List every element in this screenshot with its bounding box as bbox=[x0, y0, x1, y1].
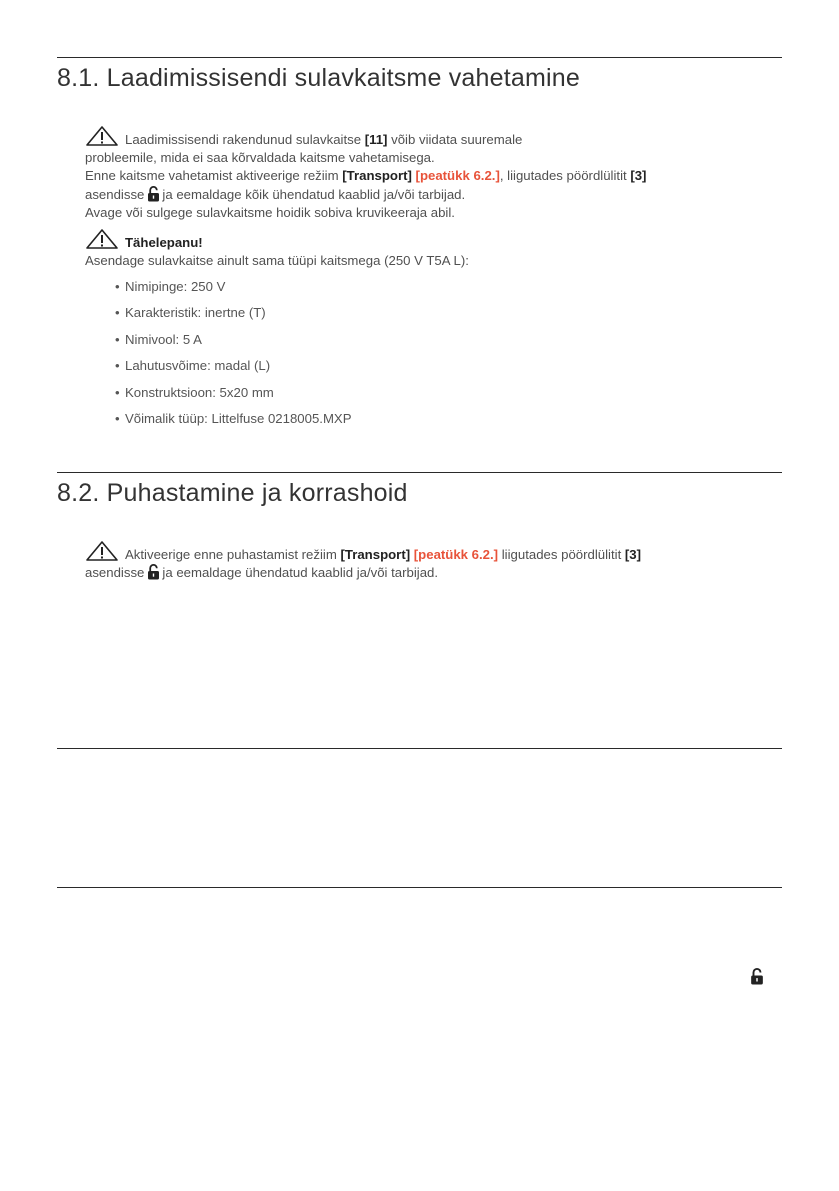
warning-triangle-icon bbox=[85, 125, 119, 147]
warning-text: Laadimissisendi rakendunud sulavkaitse bbox=[125, 132, 365, 147]
warning-block-fuse bbox=[85, 125, 775, 222]
warning-line-4 bbox=[85, 186, 775, 204]
warning-block-cleaning bbox=[85, 540, 775, 582]
attention-text: Asendage sulavkaitse ainult sama tüüpi kaitsmega (250 V T5A L): bbox=[85, 253, 469, 269]
warning-line-1 bbox=[85, 125, 775, 149]
warning-text: võib viidata suuremale bbox=[387, 132, 523, 147]
warning-line-2 bbox=[85, 564, 775, 582]
section-divider bbox=[57, 887, 782, 888]
warning-text: ja eemaldage kõik ühendatud kaablid ja/või tarbijad. bbox=[162, 186, 466, 202]
chapter-reference-link[interactable]: [peatükk 6.2.] bbox=[413, 547, 499, 562]
warning-text: Enne kaitsme vahetamist aktiveerige režiim bbox=[85, 168, 343, 184]
warning-text: ja eemaldage ühendatud kaablid ja/või tarbijad. bbox=[162, 565, 439, 581]
transport-mode-label: [Transport] bbox=[342, 168, 412, 184]
list-item: • Nimivool: 5 A bbox=[115, 331, 352, 357]
list-item: • Nimipinge: 250 V bbox=[115, 278, 352, 304]
list-item: • Lahutusvõime: madal (L) bbox=[115, 357, 352, 383]
list-item: • Võimalik tüüp: Littelfuse 0218005.MXP bbox=[115, 410, 352, 436]
warning-line-1 bbox=[85, 540, 775, 564]
warning-line-5: Avage või sulgege sulavkaitsme hoidik sobiva kruvikeeraja abil. bbox=[85, 204, 455, 220]
warning-triangle-icon bbox=[85, 540, 119, 562]
transport-mode-label: [Transport] bbox=[340, 547, 411, 562]
warning-text: , liigutades pöördlülitit bbox=[499, 168, 631, 184]
chapter-reference-link[interactable]: [peatükk 6.2.] bbox=[415, 168, 500, 184]
section-divider bbox=[57, 748, 782, 749]
warning-line-2: probleemile, mida ei saa kõrvaldada kaitsme vahetamisega. bbox=[85, 150, 435, 166]
component-ref-3: [3] bbox=[630, 168, 647, 184]
attention-heading bbox=[85, 228, 775, 252]
attention-title: Tähelepanu! bbox=[125, 235, 203, 250]
list-item: • Karakteristik: inertne (T) bbox=[115, 304, 352, 330]
warning-text: asendisse bbox=[85, 186, 145, 202]
unlocked-padlock-icon bbox=[750, 968, 764, 985]
warning-text: Aktiveerige enne puhastamist režiim bbox=[125, 547, 341, 562]
component-ref-11: [11] bbox=[364, 132, 388, 147]
section-title-8-1: 8.1. Laadimissisendi sulavkaitsme vahetamine bbox=[57, 64, 580, 92]
section-divider bbox=[57, 472, 782, 473]
warning-triangle-icon bbox=[85, 228, 119, 250]
warning-text: liigutades pöördlülitit bbox=[498, 547, 625, 562]
warning-text: asendisse bbox=[85, 565, 145, 581]
unlocked-padlock-icon bbox=[147, 186, 160, 202]
section-divider bbox=[57, 57, 782, 58]
section-title-8-2: 8.2. Puhastamine ja korrashoid bbox=[57, 479, 408, 507]
warning-line-3 bbox=[85, 167, 775, 185]
fuse-spec-list bbox=[115, 278, 352, 436]
unlocked-padlock-icon bbox=[147, 564, 160, 580]
list-item: • Konstruktsioon: 5x20 mm bbox=[115, 384, 352, 410]
component-ref-3: [3] bbox=[624, 547, 642, 562]
attention-block bbox=[85, 228, 775, 270]
